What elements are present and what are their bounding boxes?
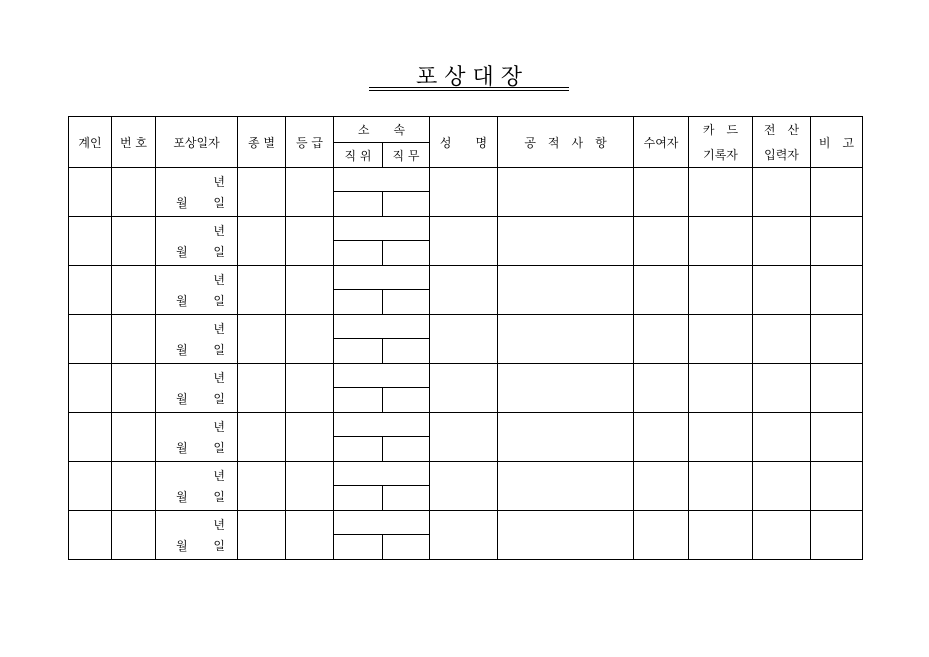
cell-position[interactable] bbox=[334, 339, 383, 364]
date-day-label: 일 bbox=[213, 294, 225, 308]
page-title: 포 상 대 장 bbox=[416, 65, 522, 90]
cell-card-recorder[interactable] bbox=[689, 217, 753, 266]
cell-award-date[interactable] bbox=[156, 217, 238, 266]
cell-affiliation[interactable] bbox=[334, 462, 430, 486]
cell-name[interactable] bbox=[430, 266, 498, 315]
cell-grade[interactable] bbox=[286, 315, 334, 364]
cell-position[interactable] bbox=[334, 388, 383, 413]
cell-grade[interactable] bbox=[286, 511, 334, 560]
date-month-label: 월 bbox=[176, 392, 188, 406]
header-card-line2: 기록자 bbox=[703, 148, 738, 162]
header-remarks: 비 고 bbox=[811, 117, 863, 168]
cell-type[interactable] bbox=[238, 462, 286, 511]
cell-card-recorder[interactable] bbox=[689, 168, 753, 217]
cell-col1[interactable] bbox=[69, 217, 112, 266]
header-grade: 등 급 bbox=[286, 117, 334, 168]
cell-remarks[interactable] bbox=[811, 266, 863, 315]
cell-duty[interactable] bbox=[383, 388, 430, 413]
cell-duty[interactable] bbox=[383, 290, 430, 315]
date-year-label: 년 bbox=[213, 273, 225, 287]
cell-affiliation[interactable] bbox=[334, 168, 430, 192]
title-block bbox=[369, 60, 569, 91]
cell-card-recorder[interactable] bbox=[689, 364, 753, 413]
cell-duty[interactable] bbox=[383, 486, 430, 511]
cell-type[interactable] bbox=[238, 266, 286, 315]
ledger-body bbox=[69, 168, 863, 560]
cell-position[interactable] bbox=[334, 290, 383, 315]
cell-type[interactable] bbox=[238, 364, 286, 413]
cell-award-date[interactable] bbox=[156, 315, 238, 364]
header-award-date: 포상일자 bbox=[156, 117, 238, 168]
cell-col1[interactable] bbox=[69, 413, 112, 462]
cell-giver[interactable] bbox=[634, 364, 689, 413]
date-year-label: 년 bbox=[213, 420, 225, 434]
cell-affiliation[interactable] bbox=[334, 315, 430, 339]
date-month-label: 월 bbox=[176, 196, 188, 210]
cell-giver[interactable] bbox=[634, 217, 689, 266]
date-month-label: 월 bbox=[176, 441, 188, 455]
cell-affiliation[interactable] bbox=[334, 266, 430, 290]
cell-col1[interactable] bbox=[69, 462, 112, 511]
cell-col1[interactable] bbox=[69, 364, 112, 413]
cell-name[interactable] bbox=[430, 511, 498, 560]
cell-merit[interactable] bbox=[498, 413, 634, 462]
cell-grade[interactable] bbox=[286, 168, 334, 217]
cell-duty[interactable] bbox=[383, 192, 430, 217]
cell-merit[interactable] bbox=[498, 462, 634, 511]
header-computer-line1: 전 산 bbox=[763, 123, 800, 137]
cell-name[interactable] bbox=[430, 168, 498, 217]
record-row-top bbox=[69, 511, 863, 535]
cell-computer-input[interactable] bbox=[753, 266, 811, 315]
date-month-day bbox=[176, 390, 225, 407]
cell-merit[interactable] bbox=[498, 511, 634, 560]
cell-grade[interactable] bbox=[286, 364, 334, 413]
cell-type[interactable] bbox=[238, 168, 286, 217]
cell-merit[interactable] bbox=[498, 364, 634, 413]
cell-remarks[interactable] bbox=[811, 364, 863, 413]
cell-grade[interactable] bbox=[286, 217, 334, 266]
cell-remarks[interactable] bbox=[811, 168, 863, 217]
cell-number[interactable] bbox=[112, 217, 156, 266]
cell-grade[interactable] bbox=[286, 462, 334, 511]
record-row-top bbox=[69, 462, 863, 486]
header-computer-line2: 입력자 bbox=[764, 148, 799, 162]
cell-giver[interactable] bbox=[634, 168, 689, 217]
cell-card-recorder[interactable] bbox=[689, 315, 753, 364]
date-year-label: 년 bbox=[213, 175, 225, 189]
header-card-recorder bbox=[689, 117, 753, 168]
header-name: 성 명 bbox=[430, 117, 498, 168]
cell-col1[interactable] bbox=[69, 168, 112, 217]
cell-affiliation[interactable] bbox=[334, 364, 430, 388]
date-month-label: 월 bbox=[176, 245, 188, 259]
cell-grade[interactable] bbox=[286, 413, 334, 462]
header-affiliation: 소 속 bbox=[334, 117, 430, 143]
cell-position[interactable] bbox=[334, 437, 383, 462]
cell-position[interactable] bbox=[334, 486, 383, 511]
date-month-day bbox=[176, 194, 225, 211]
cell-position[interactable] bbox=[334, 241, 383, 266]
cell-number[interactable] bbox=[112, 266, 156, 315]
cell-type[interactable] bbox=[238, 511, 286, 560]
cell-award-date[interactable] bbox=[156, 266, 238, 315]
cell-merit[interactable] bbox=[498, 217, 634, 266]
date-year-label: 년 bbox=[213, 371, 225, 385]
cell-affiliation[interactable] bbox=[334, 217, 430, 241]
date-day-label: 일 bbox=[213, 441, 225, 455]
cell-giver[interactable] bbox=[634, 462, 689, 511]
cell-name[interactable] bbox=[430, 462, 498, 511]
cell-card-recorder[interactable] bbox=[689, 413, 753, 462]
cell-position[interactable] bbox=[334, 192, 383, 217]
header-type: 종 별 bbox=[238, 117, 286, 168]
cell-merit[interactable] bbox=[498, 315, 634, 364]
record-row-top bbox=[69, 266, 863, 290]
cell-name[interactable] bbox=[430, 413, 498, 462]
date-month-label: 월 bbox=[176, 294, 188, 308]
award-ledger-table bbox=[68, 116, 863, 560]
date-year-label: 년 bbox=[213, 322, 225, 336]
record-row-top bbox=[69, 364, 863, 388]
cell-merit[interactable] bbox=[498, 168, 634, 217]
cell-number[interactable] bbox=[112, 168, 156, 217]
date-month-label: 월 bbox=[176, 343, 188, 357]
date-day-label: 일 bbox=[213, 245, 225, 259]
cell-award-date[interactable] bbox=[156, 413, 238, 462]
header-giver: 수여자 bbox=[634, 117, 689, 168]
date-day-label: 일 bbox=[213, 490, 225, 504]
cell-computer-input[interactable] bbox=[753, 462, 811, 511]
cell-col1[interactable] bbox=[69, 511, 112, 560]
cell-award-date[interactable] bbox=[156, 511, 238, 560]
cell-number[interactable] bbox=[112, 462, 156, 511]
cell-grade[interactable] bbox=[286, 266, 334, 315]
cell-position[interactable] bbox=[334, 535, 383, 560]
record-row-top bbox=[69, 315, 863, 339]
date-month-day bbox=[176, 292, 225, 309]
cell-type[interactable] bbox=[238, 217, 286, 266]
cell-col1[interactable] bbox=[69, 266, 112, 315]
cell-computer-input[interactable] bbox=[753, 511, 811, 560]
header-position: 직 위 bbox=[334, 143, 383, 168]
date-month-label: 월 bbox=[176, 490, 188, 504]
cell-name[interactable] bbox=[430, 364, 498, 413]
cell-name[interactable] bbox=[430, 217, 498, 266]
cell-remarks[interactable] bbox=[811, 413, 863, 462]
cell-remarks[interactable] bbox=[811, 315, 863, 364]
header-duty: 직 무 bbox=[383, 143, 430, 168]
header-number: 번 호 bbox=[112, 117, 156, 168]
header-card-line1: 카 드 bbox=[702, 123, 739, 137]
cell-col1[interactable] bbox=[69, 315, 112, 364]
date-day-label: 일 bbox=[213, 392, 225, 406]
cell-card-recorder[interactable] bbox=[689, 462, 753, 511]
date-month-day bbox=[176, 243, 225, 260]
cell-giver[interactable] bbox=[634, 413, 689, 462]
cell-number[interactable] bbox=[112, 413, 156, 462]
cell-number[interactable] bbox=[112, 511, 156, 560]
cell-type[interactable] bbox=[238, 315, 286, 364]
cell-duty[interactable] bbox=[383, 437, 430, 462]
date-month-day bbox=[176, 488, 225, 505]
date-day-label: 일 bbox=[213, 539, 225, 553]
date-month-day bbox=[176, 537, 225, 554]
cell-remarks[interactable] bbox=[811, 462, 863, 511]
cell-affiliation[interactable] bbox=[334, 511, 430, 535]
cell-computer-input[interactable] bbox=[753, 364, 811, 413]
cell-merit[interactable] bbox=[498, 266, 634, 315]
cell-award-date[interactable] bbox=[156, 168, 238, 217]
header-merit: 공 적 사 항 bbox=[498, 117, 634, 168]
header-computer-input bbox=[753, 117, 811, 168]
cell-award-date[interactable] bbox=[156, 462, 238, 511]
cell-number[interactable] bbox=[112, 364, 156, 413]
record-row-top bbox=[69, 217, 863, 241]
cell-giver[interactable] bbox=[634, 266, 689, 315]
cell-remarks[interactable] bbox=[811, 511, 863, 560]
cell-card-recorder[interactable] bbox=[689, 266, 753, 315]
title-double-underline bbox=[369, 87, 569, 91]
cell-duty[interactable] bbox=[383, 535, 430, 560]
cell-computer-input[interactable] bbox=[753, 315, 811, 364]
cell-computer-input[interactable] bbox=[753, 168, 811, 217]
date-year-label: 년 bbox=[213, 518, 225, 532]
cell-giver[interactable] bbox=[634, 511, 689, 560]
date-year-label: 년 bbox=[213, 224, 225, 238]
cell-award-date[interactable] bbox=[156, 364, 238, 413]
cell-duty[interactable] bbox=[383, 241, 430, 266]
date-month-day bbox=[176, 439, 225, 456]
date-year-label: 년 bbox=[213, 469, 225, 483]
header-col1: 계인 bbox=[69, 117, 112, 168]
cell-computer-input[interactable] bbox=[753, 413, 811, 462]
cell-card-recorder[interactable] bbox=[689, 511, 753, 560]
date-day-label: 일 bbox=[213, 196, 225, 210]
record-row-top bbox=[69, 168, 863, 192]
date-day-label: 일 bbox=[213, 343, 225, 357]
cell-remarks[interactable] bbox=[811, 217, 863, 266]
cell-number[interactable] bbox=[112, 315, 156, 364]
cell-duty[interactable] bbox=[383, 339, 430, 364]
record-row-top bbox=[69, 413, 863, 437]
date-month-day bbox=[176, 341, 225, 358]
cell-type[interactable] bbox=[238, 413, 286, 462]
cell-computer-input[interactable] bbox=[753, 217, 811, 266]
header-row-1 bbox=[69, 117, 863, 143]
cell-affiliation[interactable] bbox=[334, 413, 430, 437]
cell-giver[interactable] bbox=[634, 315, 689, 364]
cell-name[interactable] bbox=[430, 315, 498, 364]
date-month-label: 월 bbox=[176, 539, 188, 553]
